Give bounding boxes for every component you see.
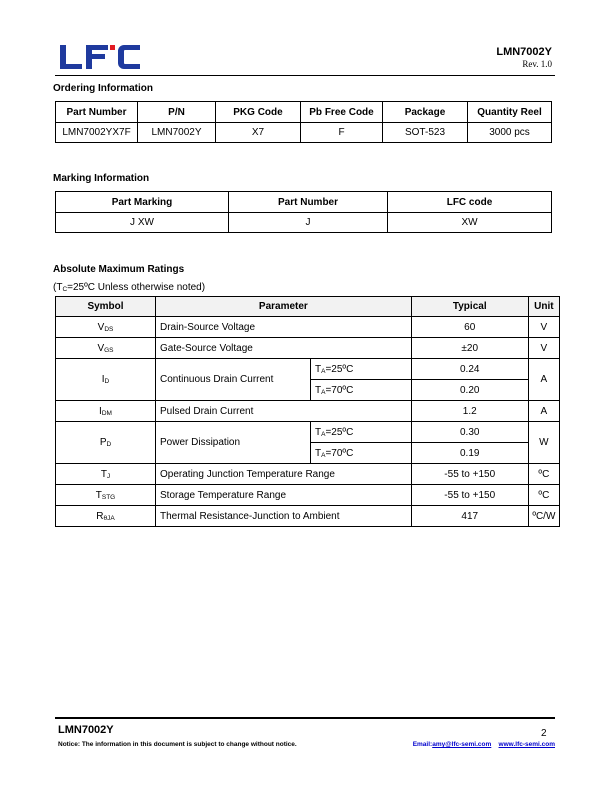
table-cell: J bbox=[229, 213, 388, 233]
parameter-cell: Storage Temperature Range bbox=[156, 485, 412, 506]
unit-cell: A bbox=[528, 401, 559, 422]
ordering-table bbox=[55, 101, 552, 143]
table-header-row bbox=[56, 297, 560, 317]
column-header: Part Number bbox=[229, 192, 388, 213]
marking-section-title: Marking Information bbox=[53, 173, 150, 184]
value-cell: 0.19 bbox=[411, 443, 528, 464]
column-header: Part Marking bbox=[56, 192, 229, 213]
table-cell: F bbox=[301, 123, 383, 143]
table-cell: J XW bbox=[56, 213, 229, 233]
column-header: Quantity Reel bbox=[468, 102, 552, 123]
symbol-cell: $I_D$ bbox=[56, 359, 156, 401]
table-row bbox=[56, 317, 560, 338]
symbol-cell: $P_D$ bbox=[56, 422, 156, 464]
value-cell: 1.2 bbox=[411, 401, 528, 422]
table-cell: LMN7002YX7F bbox=[56, 123, 138, 143]
document-revision: Rev. 1.0 bbox=[522, 59, 552, 69]
unit-cell: V bbox=[528, 338, 559, 359]
unit-cell: ºC bbox=[528, 485, 559, 506]
column-header: Pb Free Code bbox=[301, 102, 383, 123]
email-label: Email: bbox=[412, 741, 433, 748]
absmax-section-title: Absolute Maximum Ratings bbox=[53, 264, 185, 275]
symbol-cell: $T_J$ bbox=[56, 464, 156, 485]
table-cell: SOT-523 bbox=[383, 123, 468, 143]
table-header-row bbox=[56, 192, 552, 213]
parameter-cell: Gate-Source Voltage bbox=[156, 338, 412, 359]
page-number: 2 bbox=[541, 728, 547, 739]
value-cell: 60 bbox=[411, 317, 528, 338]
value-cell: -55 to +150 bbox=[411, 464, 528, 485]
unit-cell: W bbox=[528, 422, 559, 464]
table-cell: X7 bbox=[216, 123, 301, 143]
value-cell: ±20 bbox=[411, 338, 528, 359]
footer-part-number: LMN7002Y bbox=[58, 724, 114, 736]
unit-cell: V bbox=[528, 317, 559, 338]
symbol-cell: $I_{DM}$ bbox=[56, 401, 156, 422]
footer-divider bbox=[55, 717, 555, 719]
value-cell: 0.20 bbox=[411, 380, 528, 401]
table-row bbox=[56, 401, 560, 422]
value-cell: 417 bbox=[411, 506, 528, 527]
parameter-cell: Operating Junction Temperature Range bbox=[156, 464, 412, 485]
condition-note: ($T_C=25ºC$ Unless otherwise noted) bbox=[53, 282, 206, 293]
unit-cell: A bbox=[528, 359, 559, 401]
table-row bbox=[56, 338, 560, 359]
lfc-logo bbox=[58, 44, 142, 70]
symbol-cell: $V_{DS}$ bbox=[56, 317, 156, 338]
table-cell: LMN7002Y bbox=[138, 123, 216, 143]
parameter-cell: Power Dissipation bbox=[156, 422, 311, 464]
column-header: Parameter bbox=[156, 297, 412, 317]
table-row bbox=[56, 213, 552, 233]
table-row bbox=[56, 422, 560, 443]
value-cell: -55 to +150 bbox=[411, 485, 528, 506]
column-header: Package bbox=[383, 102, 468, 123]
parameter-cell: Thermal Resistance-Junction to Ambient bbox=[156, 506, 412, 527]
column-header: Typical bbox=[411, 297, 528, 317]
symbol-cell: $V_{GS}$ bbox=[56, 338, 156, 359]
parameter-cell: Drain-Source Voltage bbox=[156, 317, 412, 338]
value-cell: 0.30 bbox=[411, 422, 528, 443]
condition-cell: $T_A=25ºC$ bbox=[311, 422, 412, 443]
parameter-cell: Pulsed Drain Current bbox=[156, 401, 412, 422]
column-header: PKG Code bbox=[216, 102, 301, 123]
symbol-cell: $T_{STG}$ bbox=[56, 485, 156, 506]
email-link[interactable]: amy@lfc-semi.com bbox=[432, 741, 492, 748]
symbol-cell: $R_{\theta JA}$ bbox=[56, 506, 156, 527]
condition-cell: $T_A=25ºC$ bbox=[311, 359, 412, 380]
column-header: LFC code bbox=[388, 192, 552, 213]
absolute-max-ratings-table bbox=[55, 296, 560, 527]
footer-contact bbox=[413, 741, 555, 748]
parameter-cell: Continuous Drain Current bbox=[156, 359, 311, 401]
table-cell: XW bbox=[388, 213, 552, 233]
value-cell: 0.24 bbox=[411, 359, 528, 380]
ordering-section-title: Ordering Information bbox=[53, 83, 153, 94]
condition-cell: $T_A=70ºC$ bbox=[311, 380, 412, 401]
column-header: Unit bbox=[528, 297, 559, 317]
table-cell: 3000 pcs bbox=[468, 123, 552, 143]
column-header: Symbol bbox=[56, 297, 156, 317]
table-row bbox=[56, 123, 552, 143]
document-title: LMN7002Y bbox=[496, 46, 552, 58]
table-row bbox=[56, 359, 560, 380]
unit-cell: ºC bbox=[528, 464, 559, 485]
header-divider bbox=[55, 75, 555, 76]
table-row bbox=[56, 485, 560, 506]
unit-cell: ºC/W bbox=[528, 506, 559, 527]
table-row bbox=[56, 506, 560, 527]
table-row bbox=[56, 464, 560, 485]
website-link[interactable]: www.lfc-semi.com bbox=[498, 741, 555, 748]
marking-table bbox=[55, 191, 552, 233]
table-header-row bbox=[56, 102, 552, 123]
condition-cell: $T_A=70ºC$ bbox=[311, 443, 412, 464]
column-header: P/N bbox=[138, 102, 216, 123]
column-header: Part Number bbox=[56, 102, 138, 123]
footer-notice: Notice: The information in this document is subject to change without notice. bbox=[58, 741, 297, 748]
